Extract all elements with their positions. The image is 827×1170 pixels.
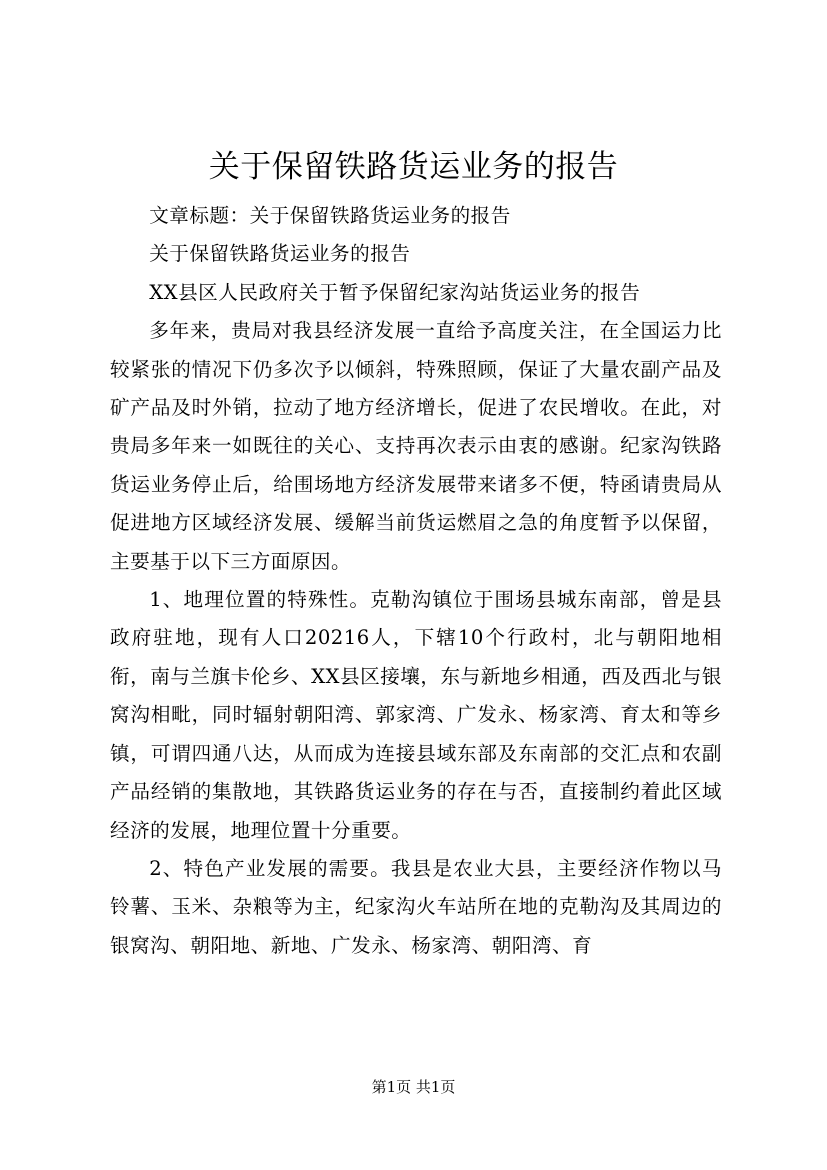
- paragraph-reason-1: 1、地理位置的特殊性。克勒沟镇位于围场县城东南部，曾是县政府驻地，现有人口20216人，下辖10个行政村，北与朝阳地相衔，南与兰旗卡伦乡、XX县区接壤，东与新地乡相通，西及西北与银窝沟相毗，同时辐射朝阳湾、郭家湾、广发永、杨家湾、育太和等乡镇，可谓四通八达，从而成为连接县域东部及东南部的交汇点和农副产品经销的集散地，其铁路货运业务的存在与否，直接制约着此区域经济的发展，地理位置十分重要。: [110, 588, 722, 842]
- paragraph-reason-2: 2、特色产业发展的需要。我县是农业大县，主要经济作物以马铃薯、玉米、杂粮等为主，纪家沟火车站所在地的克勒沟及其周边的银窝沟、朝阳地、新地、广发永、杨家湾、朝阳湾、育: [110, 856, 722, 957]
- page-footer: 第1页 共1页: [371, 1078, 456, 1096]
- paragraph-article-title: 文章标题：关于保留铁路货运业务的报告: [149, 204, 511, 227]
- paragraph-introduction: 多年来，贵局对我县经济发展一直给予高度关注，在全国运力比较紧张的情况下仍多次予以倾斜，特殊照顾，保证了大量农副产品及矿产品及时外销，拉动了地方经济增长，促进了农民增收。在此，对贵局多年来一如既往的关心、支持再次表示由衷的感谢。纪家沟铁路货运业务停止后，给围场地方经济发展带来诸多不便，特函请贵局从促进地方区域经济发展、缓解当前货运燃眉之急的角度暂予以保留，主要基于以下三方面原因。: [110, 319, 722, 573]
- document-body: [110, 197, 722, 965]
- paragraph-government-report-title: XX县区人民政府关于暂予保留纪家沟站货运业务的报告: [149, 280, 641, 304]
- document-title: 关于保留铁路货运业务的报告: [208, 149, 619, 185]
- paragraph-report-title: 关于保留铁路货运业务的报告: [149, 242, 411, 266]
